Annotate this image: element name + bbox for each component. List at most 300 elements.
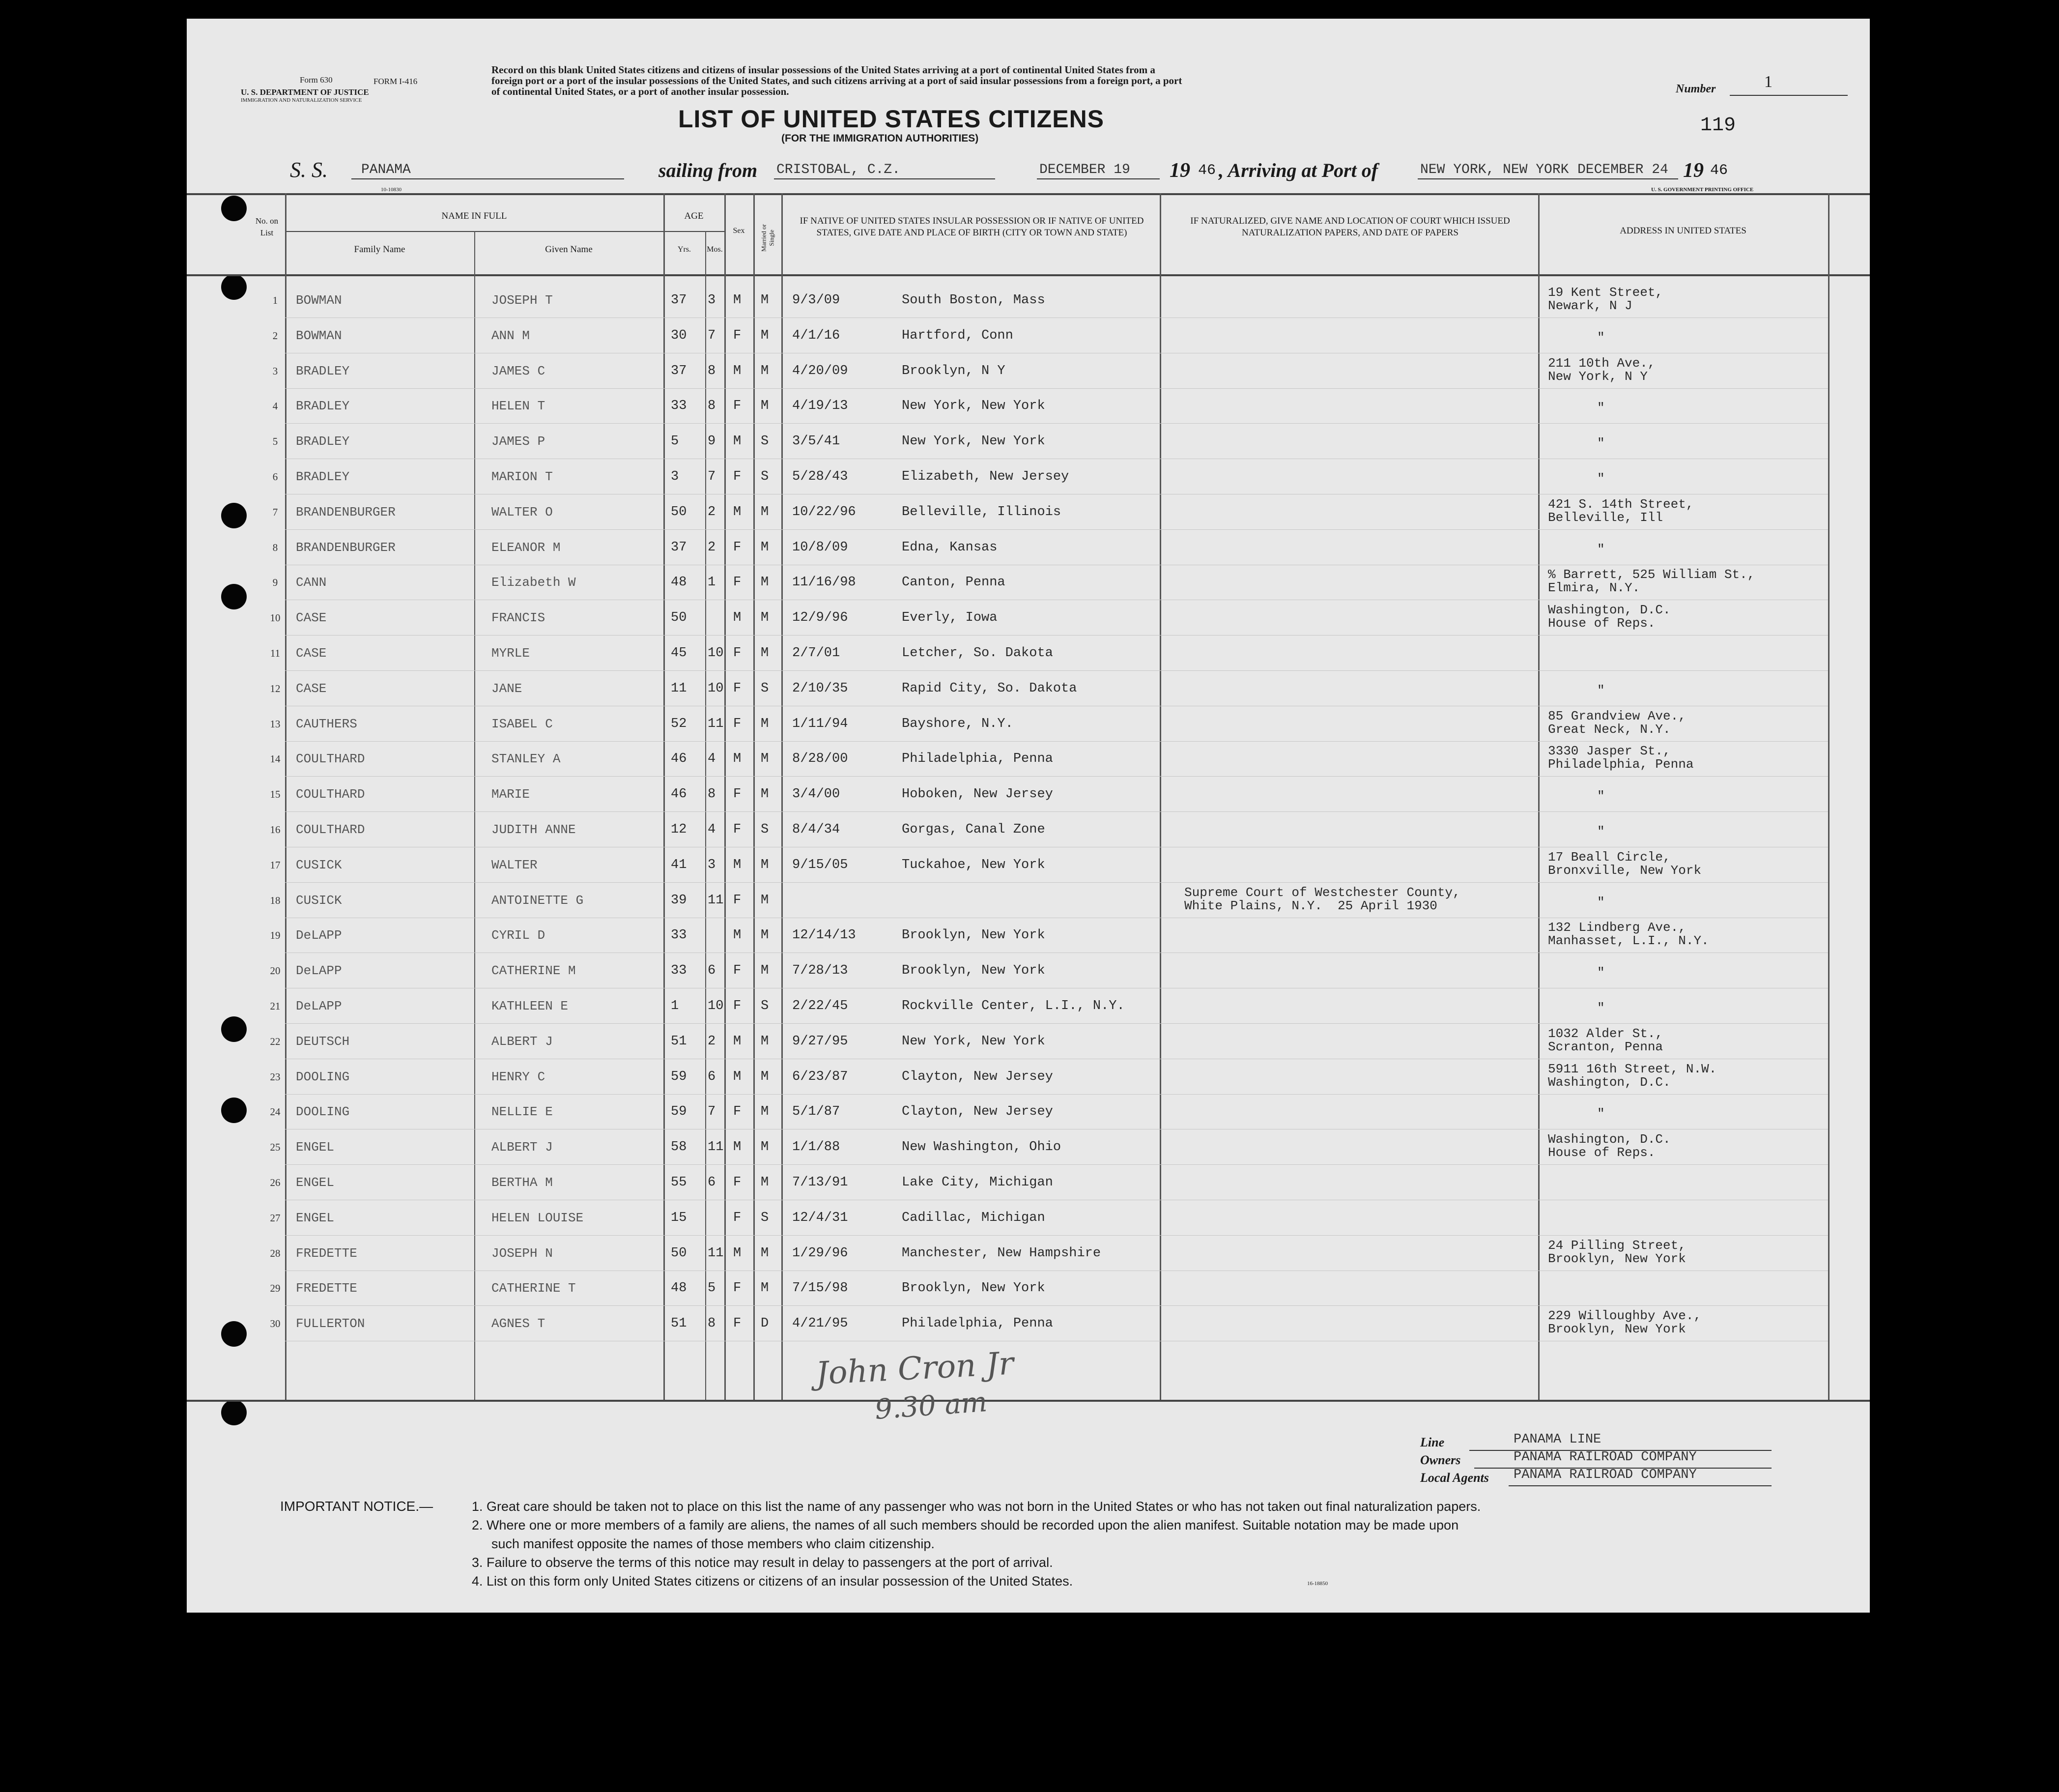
birth-place-cell: Tuckahoe, New York xyxy=(902,857,1045,872)
sex-cell: M xyxy=(733,1140,742,1155)
family-name-cell: CUSICK xyxy=(296,893,342,908)
birth-date-cell: 4/19/13 xyxy=(792,399,848,414)
birth-place-cell: Everly, Iowa xyxy=(902,610,998,626)
birth-place-cell: New York, New York xyxy=(902,1034,1045,1049)
age-years-cell: 52 xyxy=(671,716,687,731)
age-years-cell: 59 xyxy=(671,1104,687,1120)
list-number-cell: 18 xyxy=(270,894,281,906)
sailing-label: sailing from xyxy=(658,159,758,181)
birth-place-cell: Brooklyn, New York xyxy=(902,928,1045,943)
address-cell: 3330 Jasper St., Philadelphia, Penna xyxy=(1548,744,1694,772)
birth-place-cell: Philadelphia, Penna xyxy=(902,1316,1053,1331)
age-months-cell: 7 xyxy=(708,328,716,343)
binder-hole xyxy=(221,196,247,221)
header-age: AGE xyxy=(684,211,704,221)
age-months-cell: 4 xyxy=(708,751,716,767)
notice-heading: IMPORTANT NOTICE.— xyxy=(280,1499,433,1514)
header-mos: Mos. xyxy=(707,245,723,254)
sex-cell: M xyxy=(733,928,742,943)
number-label: Number xyxy=(1676,83,1716,95)
birth-place-cell: Rockville Center, L.I., N.Y. xyxy=(902,999,1125,1013)
marital-status-cell: M xyxy=(761,540,769,555)
given-name-cell: ANTOINETTE G xyxy=(491,893,584,908)
sex-cell: M xyxy=(733,293,742,308)
list-number: 119 xyxy=(1700,115,1736,137)
birth-place-cell: Letcher, So. Dakota xyxy=(902,646,1053,661)
marital-status-cell: S xyxy=(761,822,769,837)
birth-place-cell: Brooklyn, New York xyxy=(902,963,1045,979)
birth-place-cell: New Washington, Ohio xyxy=(902,1140,1061,1155)
birth-place-cell: Belleville, Illinois xyxy=(902,504,1061,520)
birth-date-cell: 4/1/16 xyxy=(792,328,840,343)
list-number-cell: 12 xyxy=(270,682,281,694)
family-name-cell: DeLAPP xyxy=(296,963,342,979)
age-years-cell: 51 xyxy=(671,1034,687,1049)
marital-status-cell: S xyxy=(761,1210,769,1225)
age-months-cell: 3 xyxy=(708,857,716,872)
given-name-cell: CATHERINE T xyxy=(491,1281,576,1296)
row-rule xyxy=(285,811,1828,812)
age-months-cell: 8 xyxy=(708,1316,716,1331)
row-rule xyxy=(285,635,1828,636)
age-years-cell: 58 xyxy=(671,1140,687,1155)
address-cell: " xyxy=(1597,965,1605,981)
sex-cell: M xyxy=(733,610,742,626)
birth-date-cell: 1/1/88 xyxy=(792,1140,840,1155)
list-number-cell: 15 xyxy=(270,788,281,801)
binder-hole xyxy=(221,1400,247,1425)
instructions-line: foreign port or a port of the insular possessions of the United States, and such citizens arriving at a port of said insular possessions from a foreign port, a port xyxy=(491,75,1182,87)
family-name-cell: COULTHARD xyxy=(296,751,365,767)
address-cell: 1032 Alder St., Scranton, Penna xyxy=(1548,1026,1663,1054)
birth-date-cell: 9/27/95 xyxy=(792,1034,848,1049)
given-name-cell: AGNES T xyxy=(491,1316,545,1331)
family-name-cell: BOWMAN xyxy=(296,328,342,343)
given-name-cell: ANN M xyxy=(491,328,530,343)
family-name-cell: DEUTSCH xyxy=(296,1034,350,1049)
birth-place-cell: Clayton, New Jersey xyxy=(902,1104,1053,1120)
age-years-cell: 45 xyxy=(671,646,687,661)
list-number-cell: 26 xyxy=(270,1177,281,1188)
marital-status-cell: M xyxy=(761,928,769,943)
sex-cell: M xyxy=(733,504,742,520)
given-name-cell: JAMES P xyxy=(491,434,545,449)
binder-hole xyxy=(221,503,247,528)
list-number-cell: 9 xyxy=(272,577,278,589)
age-months-cell: 4 xyxy=(708,822,716,837)
given-name-cell: STANLEY A xyxy=(491,751,561,767)
birth-place-cell: Rapid City, So. Dakota xyxy=(902,681,1077,696)
sex-cell: F xyxy=(733,1210,742,1225)
address-cell: " xyxy=(1597,824,1605,839)
list-number-cell: 2 xyxy=(272,329,278,342)
age-years-cell: 33 xyxy=(671,399,687,414)
age-years-cell: 39 xyxy=(671,893,687,908)
list-number-cell: 25 xyxy=(270,1141,281,1154)
binder-hole xyxy=(221,274,247,300)
family-name-cell: CASE xyxy=(296,646,327,661)
page-title: LIST OF UNITED STATES CITIZENS xyxy=(678,105,1105,133)
age-months-cell: 7 xyxy=(708,1104,716,1120)
form-number: FORM I-416 xyxy=(373,77,418,86)
birth-place-cell: Brooklyn, New York xyxy=(902,1281,1045,1296)
list-number-cell: 17 xyxy=(270,859,281,871)
list-number-cell: 3 xyxy=(272,365,278,377)
age-months-cell: 2 xyxy=(708,504,716,520)
birth-place-cell: Gorgas, Canal Zone xyxy=(902,822,1045,837)
sex-cell: M xyxy=(733,1034,742,1049)
birth-date-cell: 2/7/01 xyxy=(792,646,840,661)
age-years-cell: 41 xyxy=(671,857,687,872)
given-name-cell: JAMES C xyxy=(491,363,545,378)
age-years-cell: 50 xyxy=(671,610,687,626)
address-cell: " xyxy=(1597,471,1605,486)
marital-status-cell: M xyxy=(761,1069,769,1084)
marital-status-cell: S xyxy=(761,469,769,484)
col-divider xyxy=(1160,193,1161,1400)
given-name-cell: JUDITH ANNE xyxy=(491,822,576,837)
table-bottom-rule xyxy=(187,1400,1870,1402)
family-name-cell: BRANDENBURGER xyxy=(296,540,396,555)
number-underline xyxy=(1730,95,1848,96)
given-name-cell: BERTHA M xyxy=(491,1175,553,1190)
binder-hole xyxy=(221,584,247,609)
age-months-cell: 9 xyxy=(708,434,716,449)
list-number-cell: 6 xyxy=(272,471,278,483)
age-months-cell: 8 xyxy=(708,399,716,414)
list-number-cell: 5 xyxy=(272,435,278,448)
naturalization-cell: Supreme Court of Westchester County, White Plains, N.Y. 25 April 1930 xyxy=(1184,885,1460,913)
list-number-cell: 21 xyxy=(270,1000,281,1012)
header-given-name: Given Name xyxy=(545,244,593,255)
header-no-on-list: No. on List xyxy=(255,216,279,237)
birth-date-cell: 12/9/96 xyxy=(792,610,848,626)
row-rule xyxy=(285,388,1828,389)
marital-status-cell: M xyxy=(761,963,769,979)
page-subtitle: (FOR THE IMMIGRATION AUTHORITIES) xyxy=(781,133,979,144)
address-cell: Washington, D.C. House of Reps. xyxy=(1548,603,1671,631)
list-number-cell: 27 xyxy=(270,1212,281,1224)
family-name-cell: CUSICK xyxy=(296,857,342,872)
col-divider xyxy=(1538,193,1540,1400)
port-arrival: NEW YORK, NEW YORK xyxy=(1420,162,1569,177)
age-months-cell: 10 xyxy=(708,999,724,1013)
printer: U. S. GOVERNMENT PRINTING OFFICE xyxy=(1651,187,1754,193)
age-years-cell: 12 xyxy=(671,822,687,837)
birth-place-cell: Hoboken, New Jersey xyxy=(902,787,1053,802)
family-name-cell: DeLAPP xyxy=(296,999,342,1013)
age-months-cell: 8 xyxy=(708,787,716,802)
age-years-cell: 5 xyxy=(671,434,679,449)
age-years-cell: 30 xyxy=(671,328,687,343)
line-value: PANAMA LINE xyxy=(1514,1432,1601,1447)
list-number-cell: 20 xyxy=(270,965,281,977)
given-name-cell: ELEANOR M xyxy=(491,540,561,555)
agents-underline xyxy=(1509,1485,1772,1486)
service: IMMIGRATION AND NATURALIZATION SERVICE xyxy=(241,97,362,103)
binder-hole xyxy=(221,1016,247,1042)
sailing-from: CRISTOBAL, C.Z. xyxy=(776,162,901,177)
age-years-cell: 48 xyxy=(671,1281,687,1296)
owners-value: PANAMA RAILROAD COMPANY xyxy=(1514,1450,1697,1465)
sex-cell: F xyxy=(733,893,742,908)
arriving-label: , Arriving at Port of xyxy=(1219,159,1378,181)
birth-place-cell: South Boston, Mass xyxy=(902,293,1045,308)
ss-label: S. S. xyxy=(290,158,328,182)
given-name-cell: MYRLE xyxy=(491,646,530,661)
notice-item: 3. Failure to observe the terms of this notice may result in delay to passengers at the port of arrival. xyxy=(472,1555,1053,1570)
given-name-cell: CATHERINE M xyxy=(491,963,576,979)
family-name-cell: FULLERTON xyxy=(296,1316,365,1331)
col-divider xyxy=(724,193,726,1400)
header-rule xyxy=(187,274,1870,276)
birth-place-cell: Hartford, Conn xyxy=(902,328,1013,343)
family-name-cell: ENGEL xyxy=(296,1140,335,1155)
address-cell: 24 Pilling Street, Brooklyn, New York xyxy=(1548,1238,1686,1266)
birth-date-cell: 5/28/43 xyxy=(792,469,848,484)
row-rule xyxy=(285,670,1828,671)
age-years-cell: 15 xyxy=(671,1210,687,1225)
given-name-cell: ALBERT J xyxy=(491,1140,553,1155)
birth-date-cell: 4/20/09 xyxy=(792,363,848,378)
address-cell: " xyxy=(1597,1001,1605,1015)
family-name-cell: CASE xyxy=(296,681,327,696)
age-months-cell: 11 xyxy=(708,893,724,908)
row-rule xyxy=(285,1094,1828,1095)
family-name-cell: BRANDENBURGER xyxy=(296,504,396,520)
age-subheader-rule xyxy=(663,231,724,232)
sex-cell: M xyxy=(733,857,742,872)
list-number-cell: 11 xyxy=(270,647,281,659)
row-rule xyxy=(285,423,1828,424)
marital-status-cell: M xyxy=(761,751,769,767)
birth-date-cell: 2/10/35 xyxy=(792,681,848,696)
sex-cell: F xyxy=(733,469,742,484)
header-address: ADDRESS IN UNITED STATES xyxy=(1620,226,1746,236)
family-name-cell: BRADLEY xyxy=(296,363,350,378)
address-cell: 85 Grandview Ave., Great Neck, N.Y. xyxy=(1548,708,1686,737)
family-name-cell: FREDETTE xyxy=(296,1281,357,1296)
given-name-cell: MARIE xyxy=(491,787,530,802)
sex-cell: M xyxy=(733,1069,742,1084)
row-rule xyxy=(285,776,1828,777)
birth-date-cell: 8/28/00 xyxy=(792,751,848,767)
number-value: 1 xyxy=(1764,73,1773,91)
handwritten-signature: John Cron Jr xyxy=(815,1345,1015,1392)
sex-cell: F xyxy=(733,1281,742,1296)
birth-date-cell: 9/15/05 xyxy=(792,857,848,872)
given-name-cell: JOSEPH N xyxy=(491,1245,553,1261)
binder-hole xyxy=(221,1321,247,1347)
given-name-cell: FRANCIS xyxy=(491,610,545,626)
birth-date-cell: 10/22/96 xyxy=(792,504,856,520)
list-number-cell: 10 xyxy=(270,612,281,624)
family-name-cell: ENGEL xyxy=(296,1210,335,1225)
birth-date-cell: 9/3/09 xyxy=(792,293,840,308)
port-underline xyxy=(1418,178,1678,179)
instructions-line: Record on this blank United States citizens and citizens of insular possessions of the United States arriving at a port of continental United States from a xyxy=(491,64,1155,76)
row-rule xyxy=(285,1023,1828,1024)
marital-status-cell: S xyxy=(761,434,769,449)
notice-item: 1. Great care should be taken not to place on this list the name of any passenger who was not born in the United States or who has not taken out final naturalization papers. xyxy=(472,1499,1481,1514)
address-cell: " xyxy=(1597,789,1605,804)
address-cell: 5911 16th Street, N.W. Washington, D.C. xyxy=(1548,1061,1717,1090)
address-cell: " xyxy=(1597,542,1605,557)
given-name-cell: NELLIE E xyxy=(491,1104,553,1120)
birth-date-cell: 5/1/87 xyxy=(792,1104,840,1120)
birth-place-cell: Canton, Penna xyxy=(902,575,1005,590)
address-cell: " xyxy=(1597,1106,1605,1122)
family-name-cell: ENGEL xyxy=(296,1175,335,1190)
address-cell: 211 10th Ave., New York, N Y xyxy=(1548,355,1656,384)
birth-place-cell: Philadelphia, Penna xyxy=(902,751,1053,767)
age-years-cell: 37 xyxy=(671,363,687,378)
sex-cell: F xyxy=(733,399,742,414)
birth-date-cell: 1/29/96 xyxy=(792,1245,848,1261)
birth-date-cell: 6/23/87 xyxy=(792,1069,848,1084)
birth-place-cell: Edna, Kansas xyxy=(902,540,998,555)
given-name-cell: Elizabeth W xyxy=(491,575,576,590)
col-divider xyxy=(663,193,665,1400)
table-top-rule xyxy=(187,193,1870,195)
age-months-cell: 6 xyxy=(708,963,716,979)
marital-status-cell: M xyxy=(761,1245,769,1261)
family-name-cell: CASE xyxy=(296,610,327,626)
birth-place-cell: Bayshore, N.Y. xyxy=(902,716,1013,731)
given-name-cell: HENRY C xyxy=(491,1069,545,1084)
age-months-cell: 2 xyxy=(708,540,716,555)
address-cell: 132 Lindberg Ave., Manhasset, L.I., N.Y. xyxy=(1548,920,1709,949)
department: U. S. DEPARTMENT OF JUSTICE xyxy=(241,87,369,97)
age-years-cell: 11 xyxy=(671,681,687,696)
header-sex: Sex xyxy=(733,227,745,235)
family-name-cell: COULTHARD xyxy=(296,822,365,837)
age-years-cell: 1 xyxy=(671,999,679,1013)
list-number-cell: 24 xyxy=(270,1106,281,1118)
col-divider xyxy=(1828,193,1830,1400)
birth-date-cell: 3/5/41 xyxy=(792,434,840,449)
header-family-name: Family Name xyxy=(354,244,405,255)
birth-place-cell: Cadillac, Michigan xyxy=(902,1210,1045,1225)
birth-date-cell: 12/14/13 xyxy=(792,928,856,943)
marital-status-cell: M xyxy=(761,1104,769,1120)
sex-cell: F xyxy=(733,540,742,555)
address-cell: 19 Kent Street, Newark, N J xyxy=(1548,285,1663,313)
list-number-cell: 28 xyxy=(270,1247,281,1259)
sex-cell: F xyxy=(733,575,742,590)
marital-status-cell: M xyxy=(761,328,769,343)
given-name-cell: ALBERT J xyxy=(491,1034,553,1049)
list-number-cell: 30 xyxy=(270,1318,281,1330)
marital-status-cell: M xyxy=(761,716,769,731)
age-years-cell: 33 xyxy=(671,928,687,943)
year-prefix-arrival: 19 xyxy=(1683,159,1704,182)
address-cell: " xyxy=(1597,683,1605,698)
family-name-cell: DeLAPP xyxy=(296,928,342,943)
instructions-line: of continental United States, or a port of another insular possession. xyxy=(491,86,789,97)
age-months-cell: 6 xyxy=(708,1069,716,1084)
notice-item: such manifest opposite the names of those members who claim citizenship. xyxy=(491,1536,935,1551)
address-cell: 17 Beall Circle, Bronxville, New York xyxy=(1548,849,1702,878)
list-number-cell: 22 xyxy=(270,1035,281,1047)
birth-place-cell: New York, New York xyxy=(902,399,1045,414)
birth-place-cell: Lake City, Michigan xyxy=(902,1175,1053,1190)
year-prefix: 19 xyxy=(1170,159,1190,182)
birth-place-cell: New York, New York xyxy=(902,434,1045,449)
col-divider xyxy=(753,193,755,1400)
sex-cell: M xyxy=(733,751,742,767)
age-months-cell: 10 xyxy=(708,646,724,661)
given-name-cell: JANE xyxy=(491,681,522,696)
date-sailed: DECEMBER 19 xyxy=(1039,162,1130,177)
given-name-cell: HELEN T xyxy=(491,399,545,414)
given-name-cell: WALTER xyxy=(491,857,538,872)
age-years-cell: 55 xyxy=(671,1175,687,1190)
age-months-cell: 2 xyxy=(708,1034,716,1049)
header-naturalized: IF NATURALIZED, GIVE NAME AND LOCATION OF COURT WHICH ISSUED NATURALIZATION PAPERS, AND DATE OF PAPERS xyxy=(1190,216,1510,238)
marital-status-cell: S xyxy=(761,999,769,1013)
sex-cell: M xyxy=(733,363,742,378)
age-years-cell: 59 xyxy=(671,1069,687,1084)
marital-status-cell: D xyxy=(761,1316,769,1331)
age-years-cell: 3 xyxy=(671,469,679,484)
given-name-cell: ISABEL C xyxy=(491,716,553,731)
age-years-cell: 50 xyxy=(671,1245,687,1261)
year-arrived: 46 xyxy=(1710,162,1728,179)
list-number-cell: 14 xyxy=(270,753,281,765)
family-name-cell: BOWMAN xyxy=(296,293,342,308)
handwritten-time: 9.30 am xyxy=(874,1386,988,1426)
birth-date-cell: 1/11/94 xyxy=(792,716,848,731)
sex-cell: F xyxy=(733,1104,742,1120)
binder-hole xyxy=(221,1098,247,1123)
given-name-cell: HELEN LOUISE xyxy=(491,1210,584,1225)
age-years-cell: 33 xyxy=(671,963,687,979)
col-divider xyxy=(474,231,475,1400)
list-number-cell: 19 xyxy=(270,929,281,942)
birth-date-cell: 8/4/34 xyxy=(792,822,840,837)
age-years-cell: 46 xyxy=(671,751,687,767)
marital-status-cell: M xyxy=(761,610,769,626)
family-name-cell: COULTHARD xyxy=(296,787,365,802)
marital-status-cell: M xyxy=(761,1140,769,1155)
row-rule xyxy=(285,741,1828,742)
family-name-cell: DOOLING xyxy=(296,1104,350,1120)
birth-date-cell: 7/28/13 xyxy=(792,963,848,979)
age-months-cell: 3 xyxy=(708,293,716,308)
list-number-cell: 13 xyxy=(270,718,281,730)
print-code: 10-10830 xyxy=(381,187,402,193)
age-years-cell: 46 xyxy=(671,787,687,802)
age-months-cell: 6 xyxy=(708,1175,716,1190)
year-sailed: 46 xyxy=(1198,162,1216,179)
row-rule xyxy=(285,882,1828,883)
date-sailed-underline xyxy=(1037,178,1160,179)
sex-cell: F xyxy=(733,963,742,979)
footer-code: 16-18850 xyxy=(1307,1581,1328,1587)
birth-date-cell: 2/22/45 xyxy=(792,999,848,1013)
age-years-cell: 48 xyxy=(671,575,687,590)
birth-place-cell: Elizabeth, New Jersey xyxy=(902,469,1069,484)
marital-status-cell: M xyxy=(761,504,769,520)
row-rule xyxy=(285,1305,1828,1306)
header-yrs: Yrs. xyxy=(677,245,691,254)
marital-status-cell: M xyxy=(761,646,769,661)
sex-cell: F xyxy=(733,1316,742,1331)
sex-cell: F xyxy=(733,681,742,696)
list-number-cell: 16 xyxy=(270,824,281,836)
sex-cell: F xyxy=(733,716,742,731)
